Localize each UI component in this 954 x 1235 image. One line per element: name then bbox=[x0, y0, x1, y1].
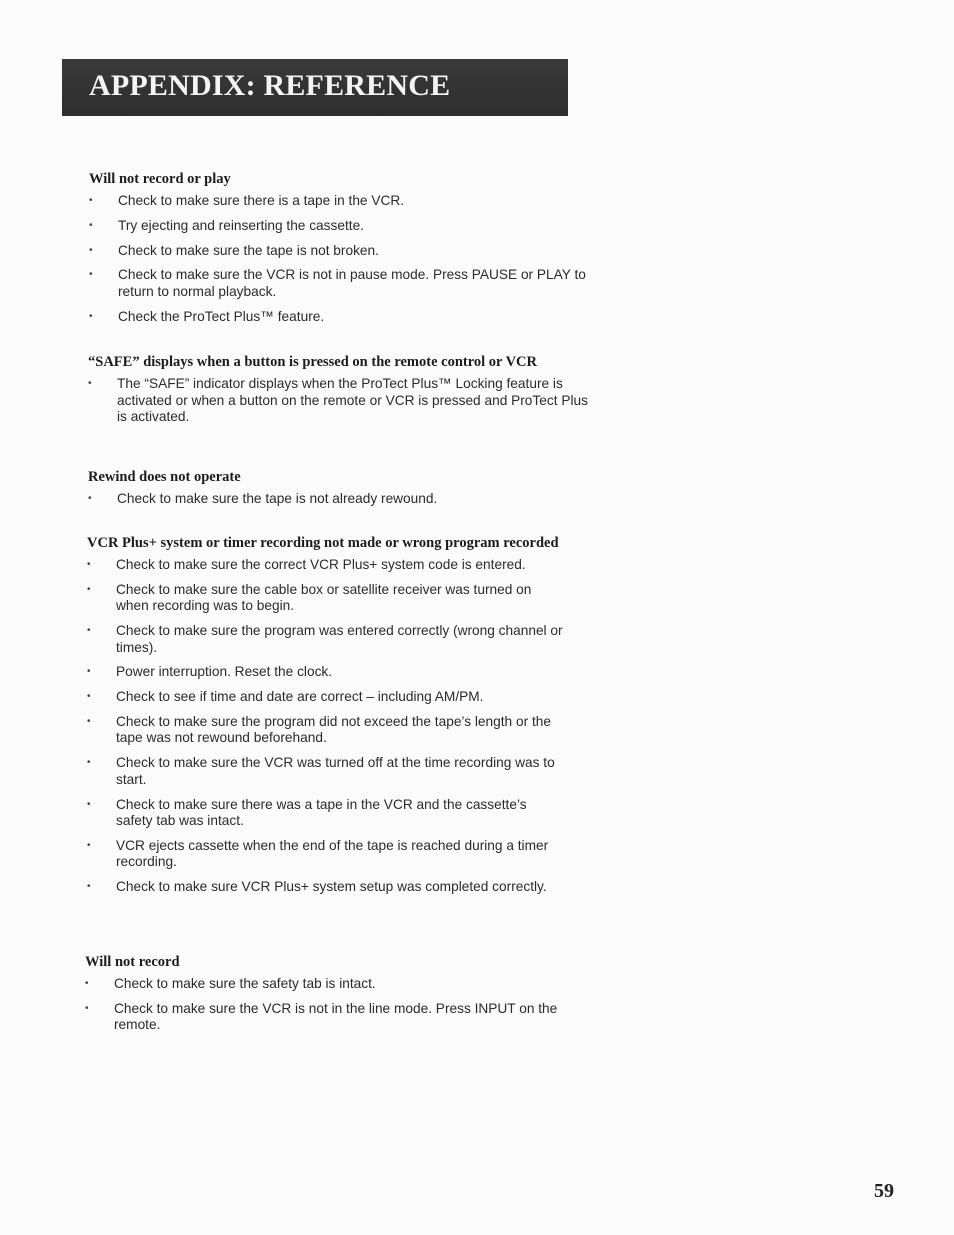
list-item: • Check to make sure the tape is not broken. bbox=[89, 243, 589, 260]
section-heading: Rewind does not operate bbox=[88, 469, 241, 485]
section-will-not-record bbox=[85, 954, 585, 1042]
section-heading: Will not record or play bbox=[89, 171, 231, 187]
bullet-list bbox=[85, 976, 585, 1034]
section-safe-displays bbox=[88, 354, 588, 434]
section-heading: Will not record bbox=[85, 954, 180, 970]
list-item: • Check to make sure the VCR is not in the line mode. Press INPUT on the remote. bbox=[85, 1001, 585, 1034]
section-will-not-record-or-play bbox=[89, 171, 589, 333]
page-number: 59 bbox=[874, 1180, 894, 1202]
section-vcr-plus-timer-recording bbox=[87, 535, 563, 904]
list-item: • Check to make sure the VCR was turned off at the time recording was to start. bbox=[87, 755, 563, 788]
header-band bbox=[62, 59, 568, 116]
section-rewind-does-not-operate bbox=[88, 469, 588, 516]
list-item: • Try ejecting and reinserting the cassette. bbox=[89, 218, 589, 235]
list-item: • VCR ejects cassette when the end of the tape is reached during a timer recording. bbox=[87, 838, 563, 871]
list-item: • Check to make sure VCR Plus+ system setup was completed correctly. bbox=[87, 879, 563, 896]
bullet-list bbox=[88, 376, 588, 426]
list-item: • Check the ProTect Plus™ feature. bbox=[89, 309, 589, 326]
list-item: • The “SAFE” indicator displays when the ProTect Plus™ Locking feature is activated or when a button on the remote or VCR is pressed and ProTect Plus is activated. bbox=[88, 376, 588, 426]
section-heading: “SAFE” displays when a button is pressed on the remote control or VCR bbox=[88, 354, 538, 370]
list-item: • Check to make sure the correct VCR Plus+ system code is entered. bbox=[87, 557, 563, 574]
list-item: • Check to see if time and date are correct – including AM/PM. bbox=[87, 689, 563, 706]
list-item: • Power interruption. Reset the clock. bbox=[87, 664, 563, 681]
list-item: • Check to make sure there was a tape in the VCR and the cassette’s safety tab was intact. bbox=[87, 797, 563, 830]
list-item: • Check to make sure there is a tape in the VCR. bbox=[89, 193, 589, 210]
bullet-list bbox=[87, 557, 563, 896]
list-item: • Check to make sure the program did not exceed the tape’s length or the tape was not rewound beforehand. bbox=[87, 714, 563, 747]
list-item: • Check to make sure the cable box or satellite receiver was turned on when recording was to begin. bbox=[87, 582, 563, 615]
list-item: • Check to make sure the program was entered correctly (wrong channel or times). bbox=[87, 623, 563, 656]
page-title: APPENDIX: REFERENCE bbox=[89, 69, 451, 102]
bullet-list bbox=[88, 491, 588, 508]
section-heading: VCR Plus+ system or timer recording not made or wrong program recorded bbox=[87, 535, 559, 551]
list-item: • Check to make sure the VCR is not in pause mode. Press PAUSE or PLAY to return to normal playback. bbox=[89, 267, 589, 300]
list-item: • Check to make sure the tape is not already rewound. bbox=[88, 491, 588, 508]
bullet-list bbox=[89, 193, 589, 325]
list-item: • Check to make sure the safety tab is intact. bbox=[85, 976, 585, 993]
